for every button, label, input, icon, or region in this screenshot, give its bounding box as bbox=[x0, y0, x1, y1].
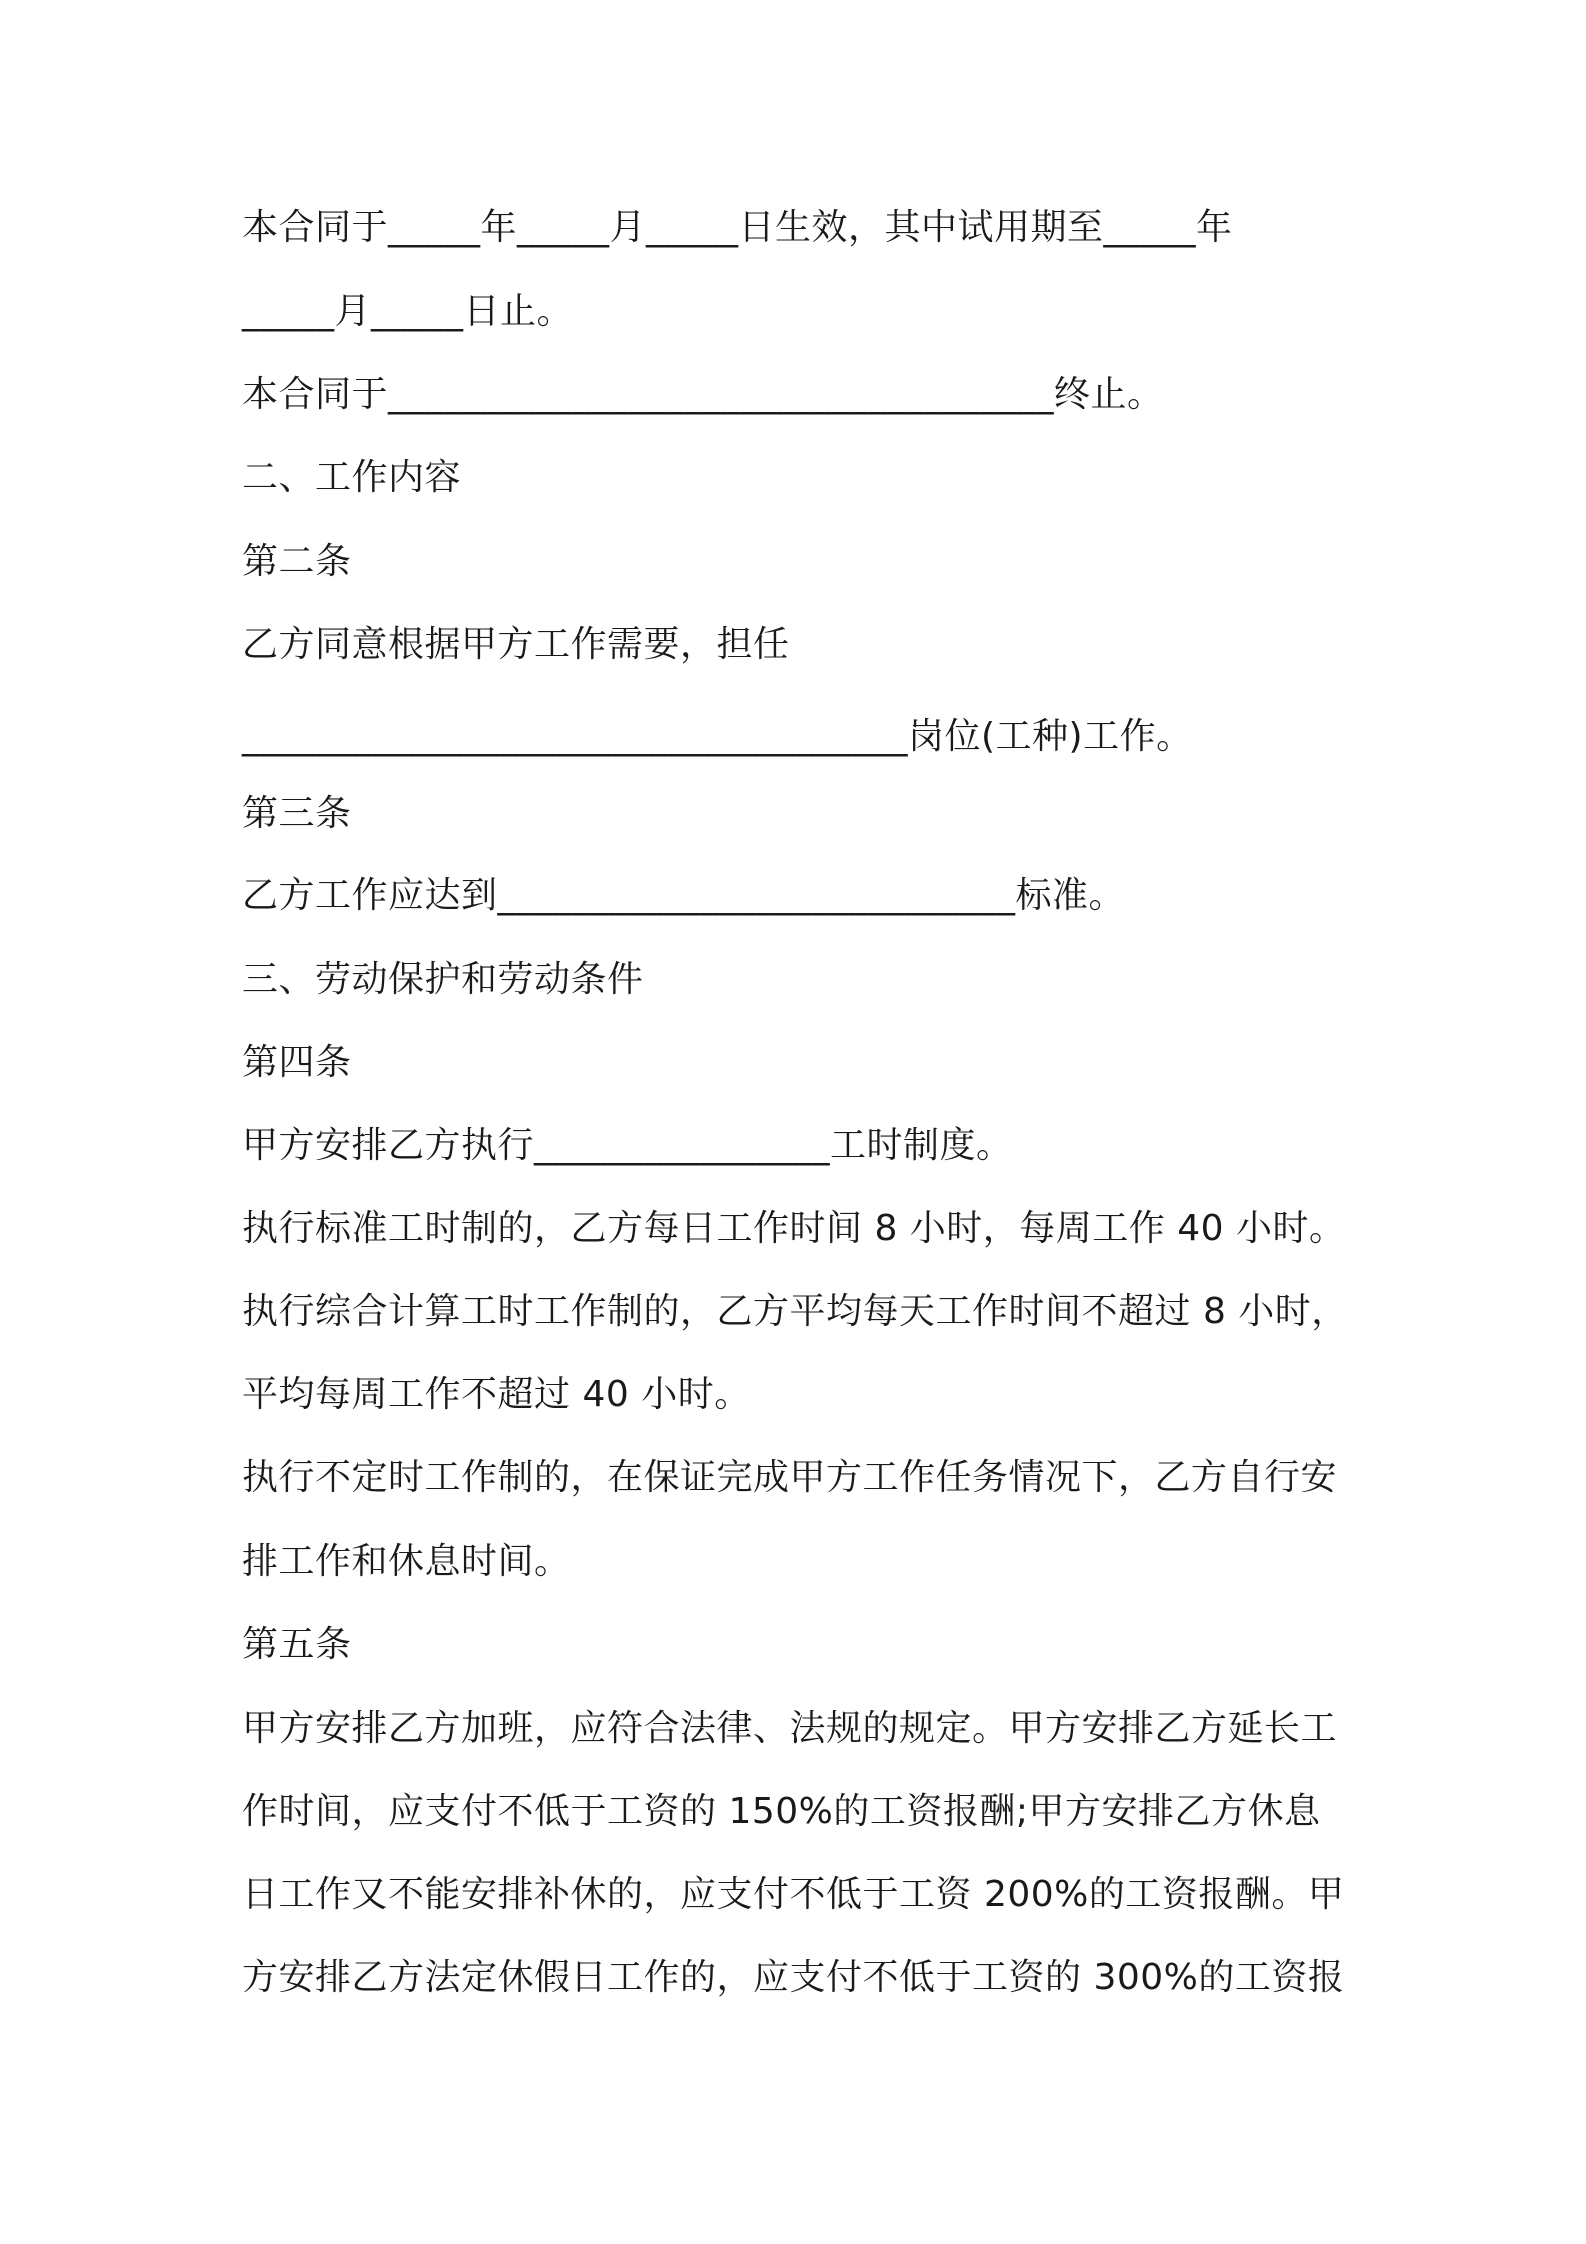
article-4-paragraph-2: 执行标准工时制的，乙方每日工作时间 8 小时，每周工作 40 小时。 bbox=[242, 1208, 1346, 1249]
article-heading-5: 第五条 bbox=[242, 1624, 352, 1665]
article-3-paragraph: 乙方工作应达到____________________________标准。 bbox=[242, 875, 1126, 916]
article-5-paragraph-line-2: 作时间，应支付不低于工资的 150%的工资报酬;甲方安排乙方休息 bbox=[242, 1791, 1321, 1832]
effective-date-line: 本合同于_____年_____月_____日生效，其中试用期至_____年 bbox=[242, 207, 1233, 248]
article-4-paragraph-4-cont: 排工作和休息时间。 bbox=[242, 1541, 571, 1582]
article-5-paragraph-line-4: 方安排乙方法定休假日工作的，应支付不低于工资的 300%的工资报 bbox=[242, 1957, 1345, 1998]
article-heading-2: 第二条 bbox=[242, 541, 352, 582]
termination-line: 本合同于____________________________________终止。 bbox=[242, 374, 1164, 415]
section-heading-work-content: 二、工作内容 bbox=[242, 457, 462, 498]
article-4-paragraph-3-cont: 平均每周工作不超过 40 小时。 bbox=[242, 1374, 751, 1415]
article-heading-3: 第三条 bbox=[242, 793, 352, 834]
article-5-paragraph-line-1: 甲方安排乙方加班，应符合法律、法规的规定。甲方安排乙方延长工 bbox=[242, 1708, 1338, 1749]
article-5-paragraph-line-3: 日工作又不能安排补休的，应支付不低于工资 200%的工资报酬。甲 bbox=[242, 1874, 1345, 1915]
article-4-paragraph-1: 甲方安排乙方执行________________工时制度。 bbox=[242, 1125, 1013, 1166]
article-2-paragraph: 乙方同意根据甲方工作需要，担任 bbox=[242, 624, 790, 665]
probation-end-line: _____月_____日止。 bbox=[242, 291, 574, 332]
article-heading-4: 第四条 bbox=[242, 1042, 352, 1083]
article-4-paragraph-3: 执行综合计算工时工作制的，乙方平均每天工作时间不超过 8 小时， bbox=[242, 1291, 1348, 1332]
section-heading-labor-protection: 三、劳动保护和劳动条件 bbox=[242, 959, 644, 1000]
article-4-paragraph-4: 执行不定时工作制的，在保证完成甲方工作任务情况下，乙方自行安 bbox=[242, 1457, 1338, 1498]
article-2-position-line: ____________________________________岗位(工种)工作。 bbox=[242, 716, 1193, 757]
